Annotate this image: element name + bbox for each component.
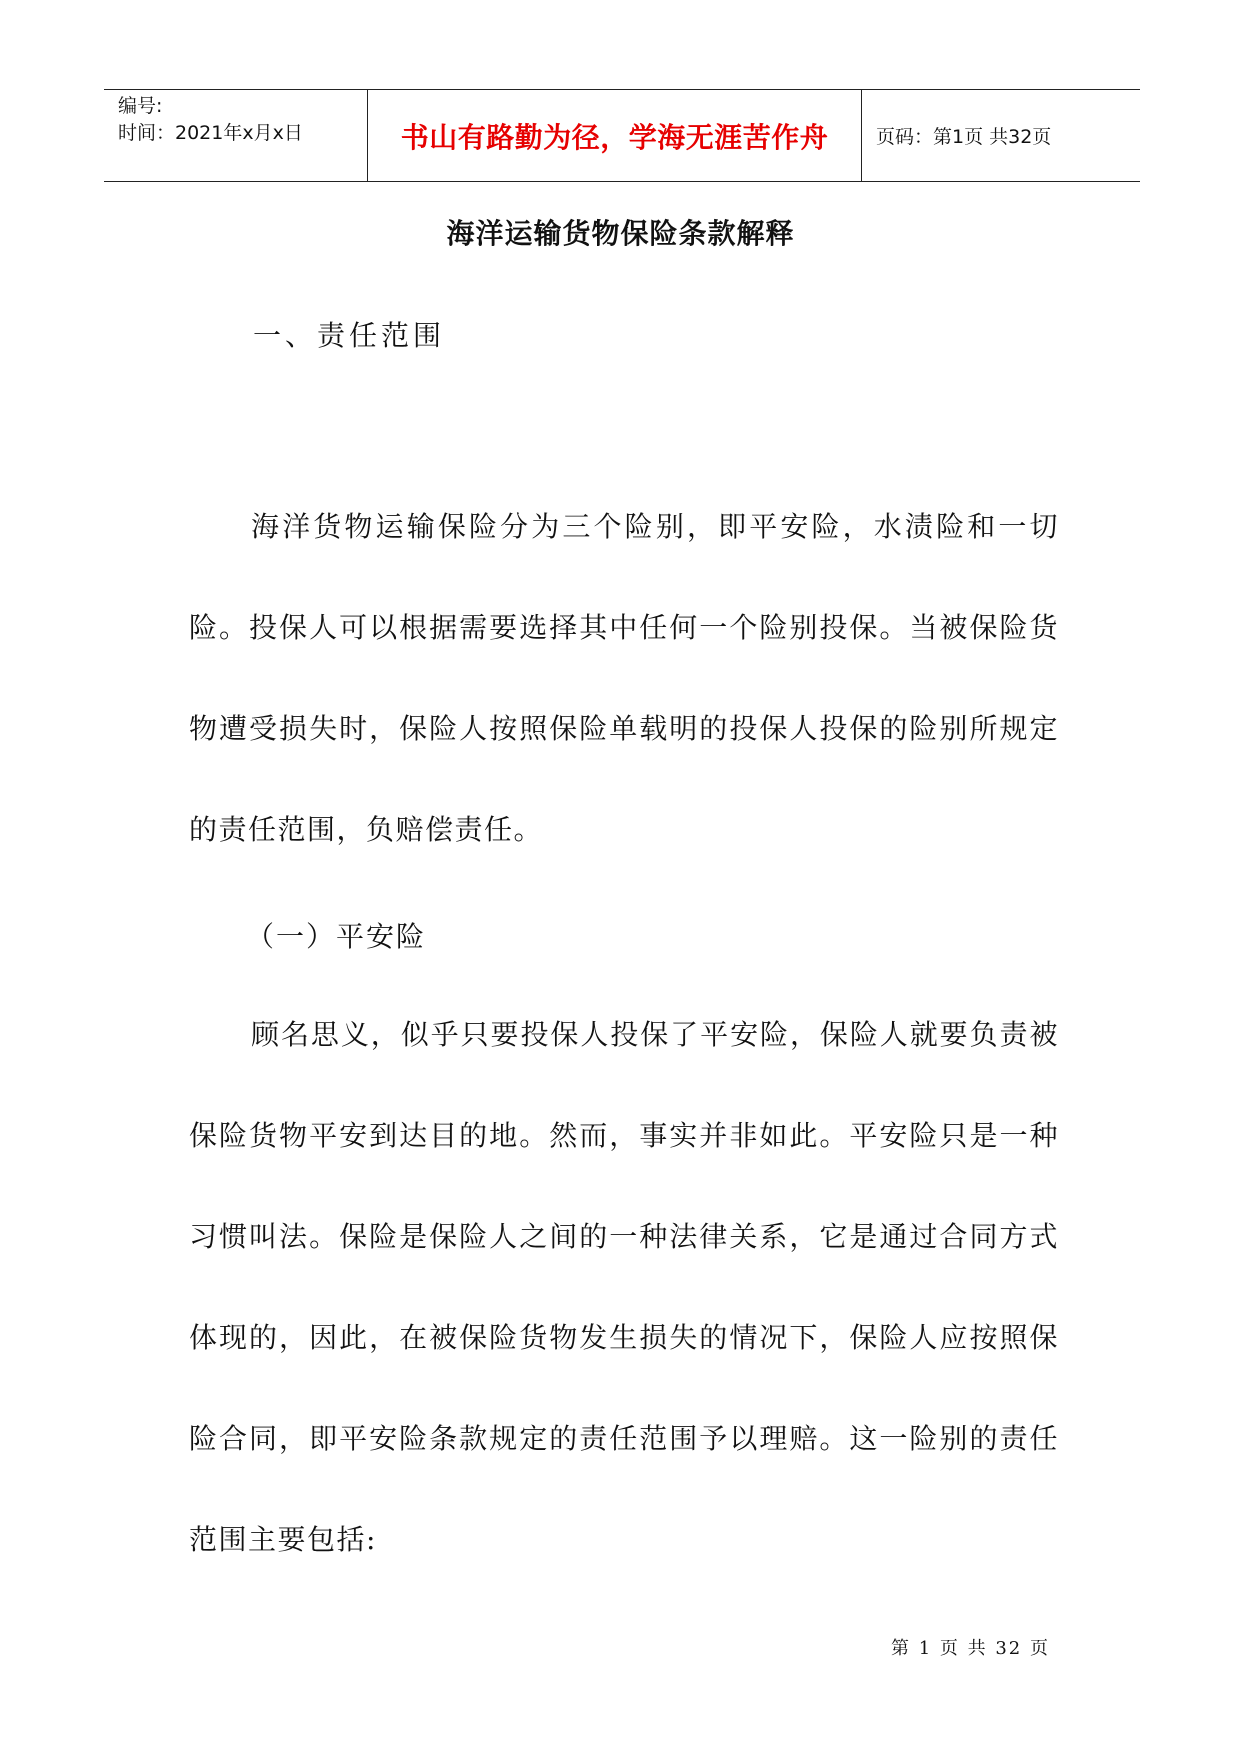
header-page-info: 页码：第1页 共32页	[876, 126, 1052, 148]
header-motto: 书山有路勤为径，学海无涯苦作舟	[368, 90, 862, 181]
header-table	[104, 89, 1140, 182]
document-number-label: 编号:	[118, 95, 163, 117]
paragraph-fpa: 顾名思义，似乎只要投保人投保了平安险，保险人就要负责被保险货物平安到达目的地。然而，事实并非如此。平安险只是一种习惯叫法。保险是保险人之间的一种法律关系，它是通过合同方式体现的，因此，在被保险货物发生损失的情况下，保险人应按照保险合同，即平安险条款规定的责任范围予以理赔。这一险别的责任范围主要包括:	[189, 1018, 1059, 1556]
document-title: 海洋运输货物保险条款解释	[446, 217, 795, 250]
section-heading: 一、责任范围	[253, 319, 446, 352]
sub-heading: （一）平安险	[246, 920, 427, 953]
footer-page-number: 第 1 页 共 32 页	[891, 1638, 1050, 1659]
document-time-label: 时间：2021年x月x日	[118, 122, 303, 144]
header-meta-cell	[104, 90, 368, 181]
paragraph-intro: 海洋货物运输保险分为三个险别，即平安险，水渍险和一切险。投保人可以根据需要选择其中任何一个险别投保。当被保险货物遭受损失时，保险人按照保险单载明的投保人投保的险别所规定的责任范围，负赔偿责任。	[189, 510, 1059, 846]
